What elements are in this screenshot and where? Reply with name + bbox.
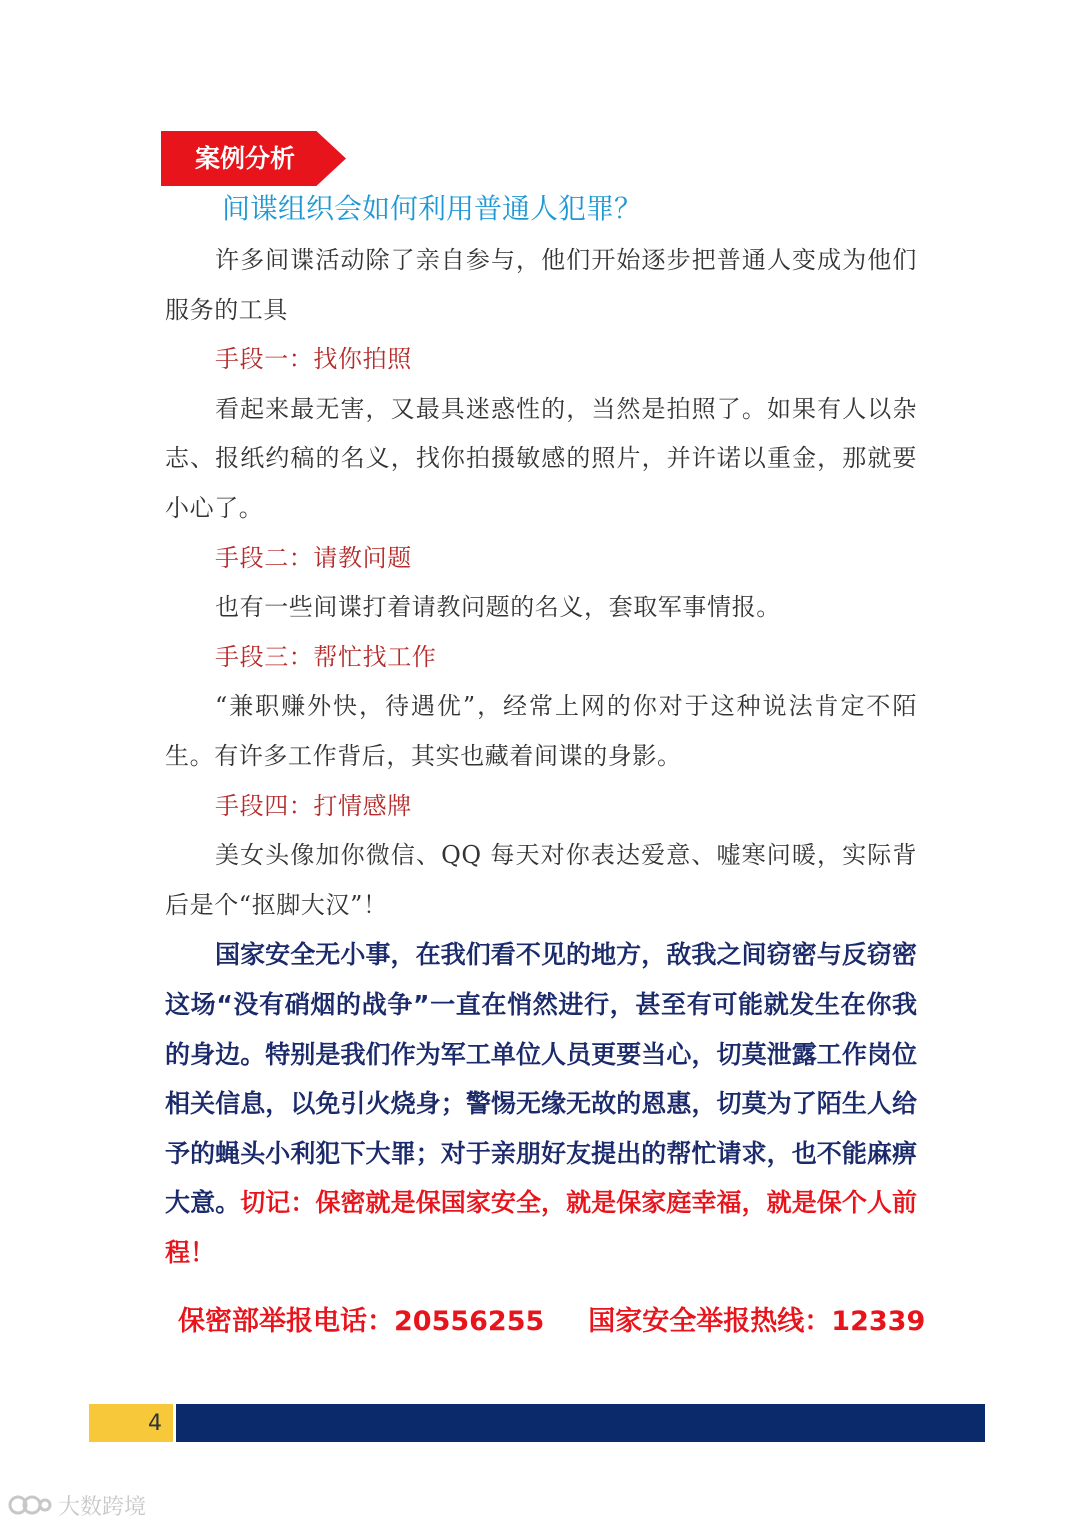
method-4-heading: 手段四：打情感牌 [215, 791, 412, 820]
national-security-hotline: 国家安全举报热线：12339 [588, 1306, 926, 1337]
watermark [8, 1488, 146, 1522]
secrecy-report-phone: 保密部举报电话：20556255 [178, 1306, 545, 1337]
watermark-logo-icon [8, 1491, 52, 1519]
method-1-text: 看起来最无害，又最具迷惑性的，当然是拍照了。如果有人以杂志、报纸约稿的名义，找你拍摄敏感的照片，并许诺以重金，那就要小心了。 [165, 394, 917, 522]
page-number: 4 [148, 1411, 162, 1436]
method-1-heading: 手段一：找你拍照 [215, 345, 412, 374]
hotline-row [178, 1300, 925, 1344]
method-2-text: 也有一些间谍打着请教问题的名义，套取军事情报。 [215, 593, 781, 622]
conclusion-text: 国家安全无小事，在我们看不见的地方，敌我之间窃密与反窃密这场“没有硝烟的战争”一直在悄然进行，甚至有可能就发生在你我的身边。特别是我们作为军工单位人员更要当心，切莫泄露工作岗位相关信息，以免引火烧身；警惕无缘无故的恩惠，切莫为了陌生人给予的蝇头小利犯下大罪；对于亲朋好友提出的帮忙请求，也不能麻痹大意。 [165, 940, 917, 1218]
method-4-text: 美女头像加你微信、QQ 每天对你表达爱意、嘘寒问暖，实际背后是个“抠脚大汉”！ [165, 841, 917, 919]
watermark-text: 大数跨境 [58, 1494, 147, 1520]
method-3-text: “兼职赚外快，待遇优”，经常上网的你对于这种说法肯定不陌生。有许多工作背后，其实也藏着间谍的身影。 [165, 692, 917, 770]
section-tag-label: 案例分析 [195, 144, 296, 173]
footer-navy-bar [176, 1404, 985, 1442]
method-2-heading: 手段二：请教问题 [215, 543, 412, 572]
conclusion-paragraph [165, 930, 917, 1277]
intro-paragraph: 许多间谍活动除了亲自参与，他们开始逐步把普通人变成为他们服务的工具 [165, 246, 917, 324]
page-title: 间谍组织会如何利用普通人犯罪？ [222, 192, 643, 225]
method-3-heading: 手段三：帮忙找工作 [215, 642, 437, 671]
article-body [165, 236, 917, 1277]
conclusion-highlight: 切记：保密就是保国家安全，就是保家庭幸福，就是保个人前程！ [165, 1188, 917, 1267]
